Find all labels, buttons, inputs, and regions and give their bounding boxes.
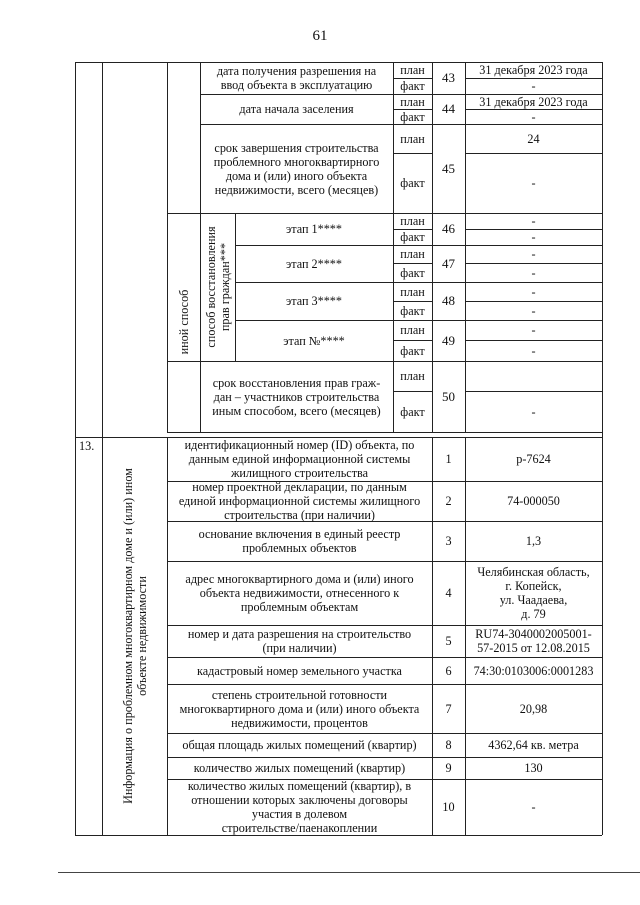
row-label-line: дата начала заселения xyxy=(239,102,354,116)
plan-value: 31 декабря 2023 года xyxy=(479,63,588,77)
plan-value: 24 xyxy=(527,131,540,146)
row-label-line: этап 1**** xyxy=(286,222,342,236)
info-label xyxy=(167,757,432,779)
row-label-line: этап №**** xyxy=(283,333,345,348)
info-value xyxy=(465,521,602,561)
fact-value: - xyxy=(531,176,536,190)
info-label-line: общая площадь жилых помещений (квартир) xyxy=(182,738,417,752)
info-value xyxy=(465,757,602,779)
row-rule xyxy=(167,432,602,433)
info-number: 5 xyxy=(445,634,452,648)
col-rule xyxy=(167,62,168,432)
plan-label: план xyxy=(400,369,425,383)
info-label-line: проблемных объектов xyxy=(242,541,357,555)
side-label-other-method-line: иной способ xyxy=(176,289,191,355)
info-label-line: адрес многоквартирного дома и (или) иного xyxy=(185,572,414,586)
page-number: 61 xyxy=(312,28,328,44)
info-label xyxy=(167,625,432,657)
info-number: 3 xyxy=(445,534,452,548)
info-label-line: единой информационной системы жилищного xyxy=(178,494,421,508)
row-number: 48 xyxy=(442,293,455,308)
info-label-line: объекта недвижимости, отнесенного к xyxy=(199,586,400,600)
info-label-line: (при наличии) xyxy=(262,641,337,655)
info-label-line: строительстве/паенакоплении xyxy=(221,821,378,835)
info-label xyxy=(167,521,432,561)
info-value-line: 130 xyxy=(524,761,543,775)
info-label-line: количество жилых помещений (квартир) xyxy=(193,761,406,775)
row-number: 49 xyxy=(442,332,455,348)
row-number: 46 xyxy=(442,221,455,236)
plan-label: план xyxy=(400,214,425,228)
fact-label: факт xyxy=(400,265,425,280)
plan-value xyxy=(465,361,602,391)
side-label-problem-object-line: объекте недвижимости xyxy=(134,576,149,696)
plan-value: - xyxy=(531,323,536,337)
info-value xyxy=(465,779,602,835)
info-value-line: - xyxy=(531,800,536,814)
row-number-13: 13. xyxy=(79,439,95,453)
info-label-line: строительства (при наличии) xyxy=(224,508,375,522)
info-label-line: количество жилых помещений (квартир), в xyxy=(187,779,412,793)
side-label-restoration-method-line: способ восстановления xyxy=(203,226,218,348)
plan-label: план xyxy=(400,131,425,146)
fact-value: - xyxy=(531,109,536,124)
info-label xyxy=(167,657,432,684)
info-label-line: многоквартирного дома и (или) иного объекта xyxy=(179,701,420,716)
plan-label: план xyxy=(400,247,425,261)
side-label-restoration-method xyxy=(204,212,232,362)
row-label xyxy=(200,361,393,432)
fact-label: факт xyxy=(400,176,425,190)
row-label xyxy=(235,282,393,320)
row-label-line: дома и (или) иного объекта xyxy=(225,168,368,183)
info-number: 10 xyxy=(442,800,455,814)
info-value xyxy=(465,481,602,521)
info-value-line: RU74-3040002005001- xyxy=(475,627,592,641)
info-value-line: д. 79 xyxy=(521,607,546,621)
info-value xyxy=(465,561,602,625)
fact-value: - xyxy=(531,303,536,318)
info-number: 4 xyxy=(445,586,452,600)
plan-label: план xyxy=(400,63,425,77)
info-number: 6 xyxy=(445,663,452,678)
info-value-line: Челябинская область, xyxy=(477,565,590,579)
info-label-line: недвижимости, процентов xyxy=(231,715,368,730)
info-label-line: номер проектной декларации, по данным xyxy=(192,480,407,494)
side-label-problem-object-line: Информация о проблемном многоквартирном доме и (или) ином xyxy=(120,468,135,804)
info-label-line: проблемным объектам xyxy=(240,600,359,614)
row-label xyxy=(200,62,393,94)
info-number: 1 xyxy=(445,452,452,466)
fact-value: - xyxy=(531,79,536,93)
row-label xyxy=(235,245,393,282)
info-value-line: 4362,64 кв. метра xyxy=(488,738,579,752)
plan-label: план xyxy=(400,284,425,299)
row-number: 43 xyxy=(442,70,455,85)
info-number: 9 xyxy=(445,761,452,775)
row-number: 47 xyxy=(442,255,455,271)
info-label xyxy=(167,779,432,835)
info-value xyxy=(465,625,602,657)
fact-label: факт xyxy=(400,303,425,318)
row-label xyxy=(200,94,393,124)
info-label-line: кадастровый номер земельного участка xyxy=(197,663,402,678)
row-label-line: недвижимости, всего (месяцев) xyxy=(214,182,379,197)
fact-value: - xyxy=(531,343,536,358)
info-label-line: основание включения в единый реестр xyxy=(198,527,401,541)
table-right-rule xyxy=(602,62,603,835)
info-value-line: 74-000050 xyxy=(507,494,560,508)
fact-label: факт xyxy=(400,404,425,419)
table-bottom-rule xyxy=(75,835,602,836)
row-label xyxy=(200,124,393,213)
info-number: 8 xyxy=(445,738,452,752)
fact-value: - xyxy=(531,404,536,419)
info-label xyxy=(167,684,432,733)
info-number: 2 xyxy=(445,494,452,508)
fact-label: факт xyxy=(400,79,425,93)
info-number: 7 xyxy=(445,701,452,716)
row-label xyxy=(235,213,393,245)
row-label-line: этап 2**** xyxy=(286,256,342,271)
row-label-line: срок завершения строительства xyxy=(214,140,379,155)
info-label xyxy=(167,481,432,521)
row-label-line: иным способом, всего (месяцев) xyxy=(212,403,381,418)
row-number: 50 xyxy=(442,388,455,404)
info-value xyxy=(465,657,602,684)
info-value-line: 20,98 xyxy=(519,701,548,716)
info-label-line: участия в долевом xyxy=(251,807,348,821)
row-label-line: дата получения разрешения на xyxy=(216,64,377,78)
info-label xyxy=(167,733,432,757)
fact-label: факт xyxy=(400,230,425,244)
plan-value: - xyxy=(531,247,536,261)
info-value-line: 74:30:0103006:0001283 xyxy=(473,663,594,678)
row-label-line: ввод объекта в эксплуатацию xyxy=(220,78,373,92)
info-label xyxy=(167,437,432,481)
info-value-line: г. Копейск, xyxy=(505,579,562,593)
row-label-line: этап 3**** xyxy=(286,294,342,308)
info-value-line: 57-2015 от 12.08.2015 xyxy=(477,641,590,655)
plan-value: 31 декабря 2023 года xyxy=(479,94,588,109)
info-value xyxy=(465,733,602,757)
row-label-line: дан – участников строительства xyxy=(213,389,380,404)
row-label xyxy=(235,320,393,361)
fact-label: факт xyxy=(400,109,425,124)
fact-label: факт xyxy=(400,343,425,358)
side-label-restoration-method-line: прав граждан*** xyxy=(217,242,232,332)
info-label-line: степень строительной готовности xyxy=(211,687,388,702)
row-label-line: срок восстановления прав граж- xyxy=(212,375,381,390)
info-label-line: номер и дата разрешения на строительство xyxy=(187,627,412,641)
info-label-line: идентификационный номер (ID) объекта, по xyxy=(184,438,415,452)
info-value xyxy=(465,684,602,733)
plan-label: план xyxy=(400,323,425,337)
fact-value: - xyxy=(531,265,536,280)
plan-label: план xyxy=(400,94,425,109)
side-label-other-method xyxy=(177,222,191,422)
info-label-line: отношении которых заключены договоры xyxy=(191,793,408,807)
fact-value: - xyxy=(531,230,536,244)
plan-value: - xyxy=(531,214,536,228)
side-label-problem-object xyxy=(121,446,149,826)
row-number: 45 xyxy=(442,160,455,176)
row-number: 44 xyxy=(442,101,455,116)
info-value xyxy=(465,437,602,481)
info-label-line: жилищного строительства xyxy=(230,466,369,480)
info-value-line: р-7624 xyxy=(516,452,551,466)
info-value-line: ул. Чаадаева, xyxy=(499,593,568,607)
info-label xyxy=(167,561,432,625)
row-label-line: проблемного многоквартирного xyxy=(213,154,380,169)
bottom-rule xyxy=(58,872,640,873)
info-value-line: 1,3 xyxy=(525,534,542,548)
info-label-line: данным единой информационной системы xyxy=(188,452,411,466)
plan-value: - xyxy=(531,284,536,299)
